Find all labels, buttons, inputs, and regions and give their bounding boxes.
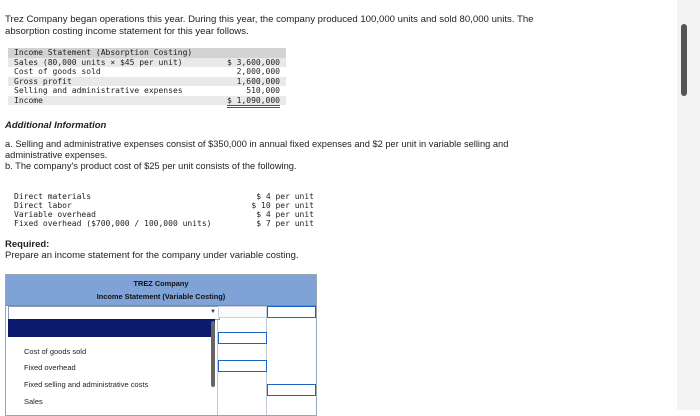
dropdown-options-list[interactable] bbox=[8, 319, 215, 415]
absorption-income-statement bbox=[8, 48, 286, 105]
dropdown-scrollbar[interactable] bbox=[211, 321, 215, 387]
additional-info-item-a: a. Selling and administrative expenses consist of $350,000 in annual fixed expenses and $2 per unit in variable selling and administrative expenses. bbox=[5, 139, 509, 160]
dropdown-option-fixed-overhead[interactable]: Fixed overhead bbox=[24, 363, 76, 372]
amount-input-col1[interactable] bbox=[218, 306, 267, 318]
is-row-sales: Sales (80,000 units × $45 per unit) $ 3,600,000 bbox=[8, 58, 286, 68]
amount-input-row4-col2[interactable] bbox=[267, 384, 316, 396]
cost-row-direct-materials: Direct materials $ 4 per unit bbox=[14, 192, 314, 201]
problem-intro: Trez Company began operations this year. During this year, the company produced 100,000 units and sold 80,000 units. The absorption costing income statement for this year follows. bbox=[5, 14, 534, 37]
required-heading: Required: bbox=[5, 239, 50, 250]
amount-input-col2[interactable] bbox=[267, 306, 316, 318]
dropdown-option-cost-of-goods-sold[interactable]: Cost of goods sold bbox=[24, 347, 87, 356]
variable-costing-worksheet bbox=[5, 274, 317, 416]
page-scrollbar[interactable] bbox=[677, 0, 700, 410]
additional-info-item-b: b. The company's product cost of $25 per unit consists of the following. bbox=[5, 161, 297, 171]
unit-cost-table bbox=[14, 192, 314, 228]
dropdown-option-sales[interactable]: Sales bbox=[24, 397, 43, 406]
required-text: Prepare an income statement for the company under variable costing. bbox=[5, 250, 299, 261]
income-statement-title-row bbox=[8, 48, 286, 58]
worksheet-company: TREZ Company bbox=[133, 279, 189, 288]
is-row-cogs: Cost of goods sold 2,000,000 bbox=[14, 67, 280, 76]
dropdown-option-highlighted[interactable] bbox=[8, 319, 215, 337]
cost-row-fixed-overhead: Fixed overhead ($700,000 / 100,000 units) $ 7 per unit bbox=[14, 219, 314, 228]
worksheet-title: Income Statement (Variable Costing) bbox=[96, 292, 226, 301]
amount-input-row2-col1[interactable] bbox=[218, 332, 267, 344]
chevron-down-icon[interactable]: ▼ bbox=[210, 309, 216, 315]
cost-row-variable-overhead: Variable overhead $ 4 per unit bbox=[14, 210, 314, 219]
is-row-gross-profit: Gross profit 1,600,000 bbox=[8, 77, 286, 87]
amount-input-row3-col1[interactable] bbox=[218, 360, 267, 372]
income-statement-title: Income Statement (Absorption Costing) bbox=[14, 48, 193, 57]
is-row-selling-admin: Selling and administrative expenses 510,000 bbox=[14, 86, 280, 95]
is-row-income: Income $ 1,090,000 bbox=[8, 96, 286, 106]
line-item-dropdown[interactable] bbox=[8, 306, 220, 320]
page-scrollbar-thumb[interactable] bbox=[681, 24, 687, 96]
cost-row-direct-labor: Direct labor $ 10 per unit bbox=[14, 201, 314, 210]
additional-info-heading: Additional Information bbox=[5, 120, 107, 131]
dropdown-option-fixed-selling-admin[interactable]: Fixed selling and administrative costs bbox=[24, 380, 149, 389]
worksheet-header bbox=[6, 275, 316, 306]
